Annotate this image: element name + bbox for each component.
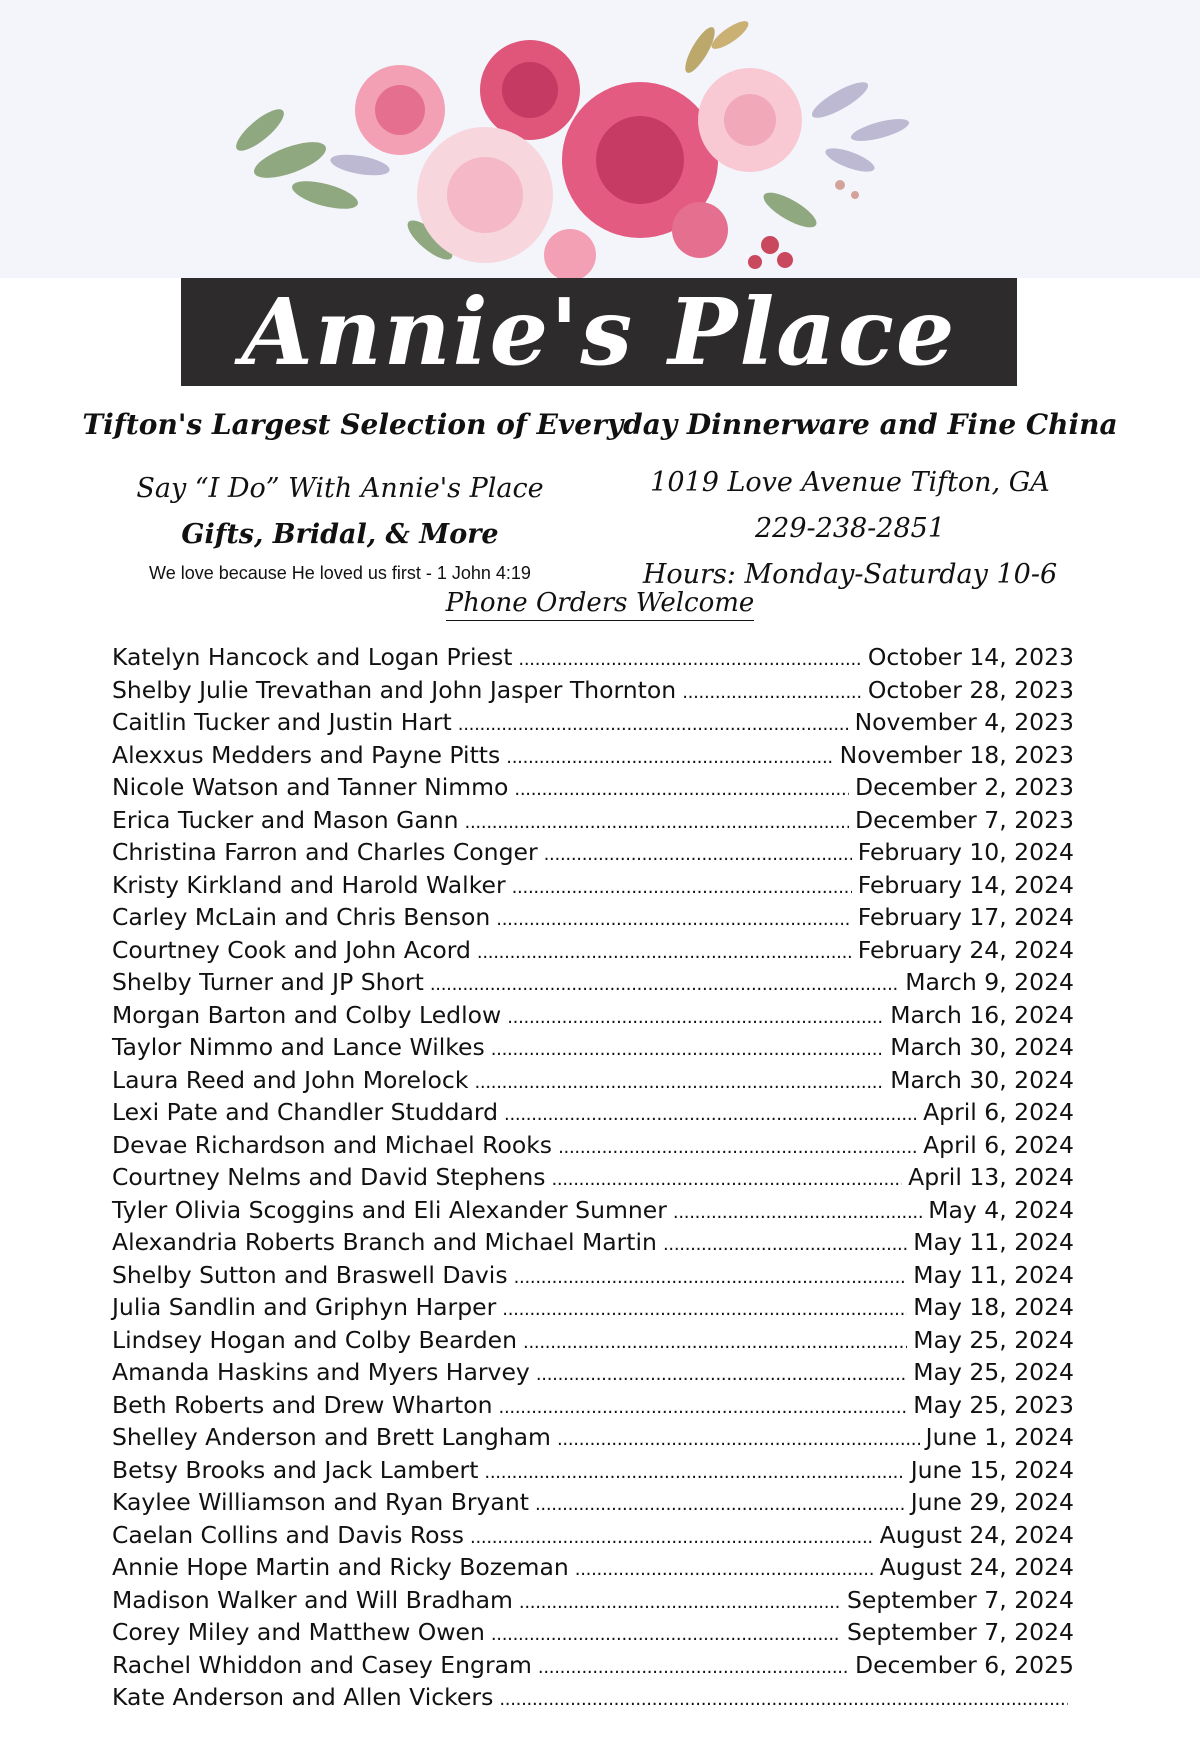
registry-row xyxy=(112,1066,1074,1099)
wedding-date: March 16, 2024 xyxy=(890,1000,1074,1029)
wedding-date: November 4, 2023 xyxy=(854,708,1074,736)
couple-name: Laura Reed and John Morelock xyxy=(112,1065,469,1094)
wedding-date: May 25, 2023 xyxy=(913,1390,1074,1419)
dot-leader xyxy=(477,936,852,964)
dot-leader xyxy=(491,1618,841,1646)
registry-row xyxy=(112,643,1074,676)
dot-leader xyxy=(557,1423,920,1451)
wedding-date: February 24, 2024 xyxy=(857,935,1074,964)
registry-row xyxy=(112,1293,1074,1326)
dot-leader xyxy=(682,676,862,704)
info-right-block xyxy=(610,460,1090,598)
dot-leader xyxy=(514,773,849,801)
registry-row xyxy=(112,1196,1074,1229)
wedding-date: December 7, 2023 xyxy=(854,805,1074,834)
scripture-verse: We love because He loved us first - 1 John 4:19 xyxy=(149,563,531,583)
registry-row xyxy=(112,1553,1074,1586)
couple-name: Lexi Pate and Chandler Studdard xyxy=(112,1098,499,1126)
dot-leader xyxy=(496,903,851,931)
couple-name: Courtney Nelms and David Stephens xyxy=(112,1163,546,1191)
couple-name: Shelby Turner and JP Short xyxy=(112,968,424,996)
wedding-date: May 11, 2024 xyxy=(913,1260,1074,1289)
dot-leader xyxy=(470,1521,874,1549)
dot-leader xyxy=(518,643,861,671)
registry-row xyxy=(112,1163,1074,1196)
dot-leader xyxy=(673,1196,922,1224)
registry-row xyxy=(112,1488,1074,1521)
couple-name: Courtney Cook and John Acord xyxy=(112,935,471,964)
registry-row xyxy=(112,708,1074,741)
dot-leader xyxy=(536,1358,907,1386)
couple-name: Betsy Brooks and Jack Lambert xyxy=(112,1455,479,1484)
couple-name: Nicole Watson and Tanner Nimmo xyxy=(112,773,509,801)
phone-orders-text: Phone Orders Welcome xyxy=(446,588,755,621)
couple-name: Taylor Nimmo and Lance Wilkes xyxy=(112,1033,485,1061)
couple-name: Caitlin Tucker and Justin Hart xyxy=(112,708,452,736)
registry-row xyxy=(112,1618,1074,1651)
couple-name: Beth Roberts and Drew Wharton xyxy=(112,1390,493,1419)
wedding-date: February 17, 2024 xyxy=(857,903,1074,931)
wedding-date: September 7, 2024 xyxy=(846,1585,1074,1614)
registry-row xyxy=(112,1228,1074,1261)
wedding-date: February 14, 2024 xyxy=(857,870,1074,899)
registry-row xyxy=(112,806,1074,839)
dot-leader xyxy=(519,1586,841,1614)
bridal-registry-list xyxy=(112,643,1074,1716)
wedding-date: April 6, 2024 xyxy=(923,1098,1074,1126)
couple-name: Madison Walker and Will Bradham xyxy=(112,1585,513,1614)
registry-row xyxy=(112,1423,1074,1456)
wedding-date: April 6, 2024 xyxy=(923,1130,1074,1159)
wedding-date: June 1, 2024 xyxy=(925,1423,1074,1451)
dot-leader xyxy=(506,741,833,769)
registry-row xyxy=(112,1391,1074,1424)
dot-leader xyxy=(507,1001,884,1029)
couple-name: Amanda Haskins and Myers Harvey xyxy=(112,1358,530,1386)
registry-row xyxy=(112,1033,1074,1066)
wedding-date: April 13, 2024 xyxy=(908,1163,1074,1191)
phone-number: 229-238-2851 xyxy=(754,513,946,544)
registry-row xyxy=(112,1001,1074,1034)
registry-row xyxy=(112,1326,1074,1359)
registry-row xyxy=(112,1683,1074,1716)
dot-leader xyxy=(504,1098,917,1126)
tagline: Tifton's Largest Selection of Everyday Dinnerware and Fine China xyxy=(82,408,1118,441)
address: 1019 Love Avenue Tifton, GA xyxy=(650,467,1050,498)
registry-row xyxy=(112,1651,1074,1684)
dot-leader xyxy=(502,1293,907,1321)
dot-leader xyxy=(474,1066,884,1094)
couple-name: Corey Miley and Matthew Owen xyxy=(112,1618,485,1646)
wedding-date: March 30, 2024 xyxy=(890,1065,1074,1094)
phone-orders-heading xyxy=(0,588,1200,618)
registry-row xyxy=(112,741,1074,774)
wedding-date: October 28, 2023 xyxy=(867,675,1074,704)
couple-name: Caelan Collins and Davis Ross xyxy=(112,1520,465,1549)
couple-name: Kate Anderson and Allen Vickers xyxy=(112,1683,494,1711)
dot-leader xyxy=(558,1131,917,1159)
couple-name: Annie Hope Martin and Ricky Bozeman xyxy=(112,1553,569,1581)
couple-name: Julia Sandlin and Griphyn Harper xyxy=(112,1293,497,1321)
wedding-date: May 25, 2024 xyxy=(913,1325,1074,1354)
wedding-date: August 24, 2024 xyxy=(879,1520,1074,1549)
registry-row xyxy=(112,1358,1074,1391)
registry-row xyxy=(112,1456,1074,1489)
registry-row xyxy=(112,1261,1074,1294)
wedding-date: March 30, 2024 xyxy=(890,1033,1074,1061)
registry-row xyxy=(112,968,1074,1001)
wedding-date: June 15, 2024 xyxy=(910,1455,1074,1484)
registry-row xyxy=(112,838,1074,871)
wedding-date: February 10, 2024 xyxy=(857,838,1074,866)
couple-name: Tyler Olivia Scoggins and Eli Alexander Sumner xyxy=(112,1195,667,1224)
dot-leader xyxy=(551,1163,902,1191)
couple-name: Shelley Anderson and Brett Langham xyxy=(112,1423,551,1451)
dot-leader xyxy=(499,1391,908,1419)
registry-row xyxy=(112,903,1074,936)
dot-leader xyxy=(499,1683,1068,1711)
wedding-date: May 11, 2024 xyxy=(913,1228,1074,1256)
wedding-date: November 18, 2023 xyxy=(839,740,1074,769)
wedding-date: March 9, 2024 xyxy=(905,968,1074,996)
dot-leader xyxy=(544,838,852,866)
couple-name: Katelyn Hancock and Logan Priest xyxy=(112,643,513,671)
services-line: Gifts, Bridal, & More xyxy=(181,519,499,550)
couple-name: Alexandria Roberts Branch and Michael Martin xyxy=(112,1228,657,1256)
store-name: Annie's Place xyxy=(241,278,957,386)
couple-name: Devae Richardson and Michael Rooks xyxy=(112,1130,553,1159)
dot-leader xyxy=(491,1033,885,1061)
store-hours: Hours: Monday-Saturday 10-6 xyxy=(642,559,1058,590)
dot-leader xyxy=(512,871,852,899)
registry-row xyxy=(112,1586,1074,1619)
wedding-date: December 6, 2025 xyxy=(854,1650,1074,1679)
registry-row xyxy=(112,1131,1074,1164)
couple-name: Carley McLain and Chris Benson xyxy=(112,903,491,931)
couple-name: Shelby Sutton and Braswell Davis xyxy=(112,1260,508,1289)
registry-row xyxy=(112,936,1074,969)
info-left-block xyxy=(100,466,580,588)
wedding-date: December 2, 2023 xyxy=(854,773,1074,801)
registry-row xyxy=(112,1098,1074,1131)
dot-leader xyxy=(535,1488,905,1516)
floral-bouquet-illustration xyxy=(230,10,970,280)
dot-leader xyxy=(523,1326,907,1354)
couple-name: Christina Farron and Charles Conger xyxy=(112,838,538,866)
dot-leader xyxy=(484,1456,904,1484)
wedding-date: September 7, 2024 xyxy=(846,1618,1074,1646)
wedding-date: August 24, 2024 xyxy=(879,1553,1074,1581)
dot-leader xyxy=(538,1651,849,1679)
wedding-date: October 14, 2023 xyxy=(867,643,1074,671)
couple-name: Erica Tucker and Mason Gann xyxy=(112,805,459,834)
wedding-date: May 18, 2024 xyxy=(913,1293,1074,1321)
dot-leader xyxy=(663,1228,907,1256)
couple-name: Kristy Kirkland and Harold Walker xyxy=(112,870,506,899)
wedding-date: May 4, 2024 xyxy=(928,1195,1074,1224)
couple-name: Alexxus Medders and Payne Pitts xyxy=(112,740,501,769)
couple-name: Kaylee Williamson and Ryan Bryant xyxy=(112,1488,529,1516)
couple-name: Shelby Julie Trevathan and John Jasper Thornton xyxy=(112,675,677,704)
dot-leader xyxy=(458,708,849,736)
couple-name: Morgan Barton and Colby Ledlow xyxy=(112,1000,502,1029)
couple-name: Rachel Whiddon and Casey Engram xyxy=(112,1650,532,1679)
dot-leader xyxy=(514,1261,908,1289)
registry-row xyxy=(112,1521,1074,1554)
slogan: Say “I Do” With Annie's Place xyxy=(136,473,544,504)
couple-name: Lindsey Hogan and Colby Bearden xyxy=(112,1325,518,1354)
registry-row xyxy=(112,871,1074,904)
dot-leader xyxy=(575,1553,874,1581)
wedding-date: May 25, 2024 xyxy=(913,1358,1074,1386)
registry-row xyxy=(112,773,1074,806)
wedding-date: June 29, 2024 xyxy=(910,1488,1074,1516)
registry-row xyxy=(112,676,1074,709)
dot-leader xyxy=(465,806,849,834)
dot-leader xyxy=(430,968,899,996)
store-name-banner xyxy=(181,278,1017,386)
